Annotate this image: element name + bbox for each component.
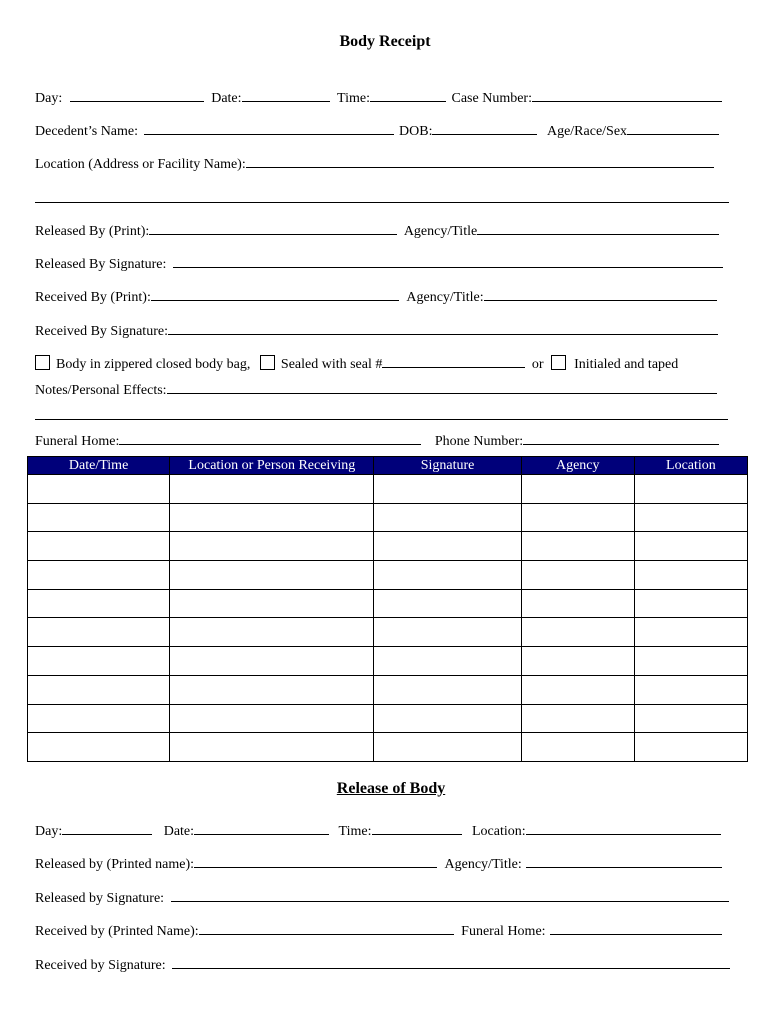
table-cell[interactable] [521, 618, 634, 647]
table-cell[interactable] [170, 618, 374, 647]
table-cell[interactable] [634, 561, 747, 590]
date-label: Date: [211, 91, 242, 106]
age-race-sex-label: Age/Race/Sex [546, 124, 628, 139]
receipt-row-notes [35, 381, 717, 399]
table-cell[interactable] [634, 618, 747, 647]
table-cell[interactable] [170, 589, 374, 618]
table-cell[interactable] [28, 503, 170, 532]
phone-number-field[interactable] [523, 432, 719, 445]
table-cell[interactable] [634, 704, 747, 733]
release-received-by-label: Received by (Printed Name): [35, 924, 199, 939]
release-funeral-home-label: Funeral Home: [461, 924, 546, 939]
table-cell[interactable] [170, 503, 374, 532]
receipt-row-day [35, 89, 722, 107]
table-cell[interactable] [521, 647, 634, 676]
table-cell[interactable] [28, 475, 170, 504]
table-cell[interactable] [374, 561, 521, 590]
release-released-by-label: Released by (Printed name): [35, 857, 195, 872]
table-cell[interactable] [28, 532, 170, 561]
table-cell[interactable] [28, 561, 170, 590]
release-received-signature-label: Received by Signature: [35, 958, 166, 973]
table-cell[interactable] [634, 475, 747, 504]
receipt-row-decedent [35, 122, 719, 140]
table-row [28, 647, 748, 676]
release-released-signature-label: Released by Signature: [35, 891, 165, 906]
decedent-name-label: Decedent’s Name: [35, 124, 139, 139]
seal-number-field[interactable] [382, 355, 525, 368]
funeral-home-field[interactable] [119, 432, 421, 445]
release-date-label: Date: [163, 824, 195, 839]
table-cell[interactable] [28, 647, 170, 676]
table-cell[interactable] [374, 733, 521, 762]
table-cell[interactable] [170, 704, 374, 733]
date-field[interactable] [242, 89, 330, 102]
received-by-print-field[interactable] [151, 288, 399, 301]
funeral-home-label: Funeral Home: [35, 434, 120, 449]
agency-title-label-1: Agency/Title [403, 224, 478, 239]
table-cell[interactable] [521, 475, 634, 504]
location-field[interactable] [246, 155, 714, 168]
table-row [28, 618, 748, 647]
release-location-label: Location: [472, 824, 526, 839]
table-cell[interactable] [170, 647, 374, 676]
released-by-signature-field[interactable] [173, 255, 723, 268]
column-header-location-or-person: Location or Person Receiving [170, 457, 374, 475]
table-header-row [28, 457, 748, 475]
phone-number-label: Phone Number: [434, 434, 524, 449]
table-cell[interactable] [374, 704, 521, 733]
received-by-signature-field[interactable] [168, 322, 718, 335]
time-field[interactable] [370, 89, 446, 102]
column-header-signature: Signature [374, 457, 521, 475]
table-cell[interactable] [521, 532, 634, 561]
table-cell[interactable] [634, 675, 747, 704]
table-row [28, 704, 748, 733]
initialed-checkbox[interactable] [551, 355, 566, 370]
receipt-row-received-by [35, 288, 717, 306]
receipt-row-released-by [35, 222, 719, 240]
table-cell[interactable] [374, 647, 521, 676]
release-row-received-by [35, 922, 722, 940]
release-received-signature-field[interactable] [172, 956, 730, 969]
notes-field[interactable] [167, 381, 717, 394]
table-cell[interactable] [634, 733, 747, 762]
release-day-field[interactable] [62, 822, 152, 835]
age-race-sex-field[interactable] [627, 122, 719, 135]
agency-title-label-2: Agency/Title: [406, 290, 484, 305]
table-cell[interactable] [170, 532, 374, 561]
release-time-label: Time: [338, 824, 372, 839]
day-label: Day: [35, 91, 63, 106]
receipt-row-released-signature [35, 255, 723, 273]
table-row [28, 475, 748, 504]
table-cell[interactable] [374, 532, 521, 561]
release-date-field[interactable] [194, 822, 329, 835]
notes-label: Notes/Personal Effects: [35, 383, 167, 398]
sealed-checkbox[interactable] [260, 355, 275, 370]
column-header-date-time: Date/Time [28, 457, 170, 475]
table-row [28, 675, 748, 704]
case-number-field[interactable] [532, 89, 722, 102]
table-cell[interactable] [170, 475, 374, 504]
table-cell[interactable] [634, 589, 747, 618]
table-row [28, 503, 748, 532]
table-cell[interactable] [521, 733, 634, 762]
table-cell[interactable] [521, 675, 634, 704]
day-field[interactable] [70, 89, 204, 102]
table-cell[interactable] [634, 647, 747, 676]
release-released-signature-field[interactable] [171, 889, 729, 902]
release-row-released-by [35, 855, 722, 873]
time-label: Time: [337, 91, 370, 106]
release-row-day [35, 822, 721, 840]
decedent-name-field[interactable] [144, 122, 394, 135]
notes-field-line-2[interactable] [35, 419, 728, 420]
location-label: Location (Address or Facility Name): [35, 157, 246, 172]
dob-label: DOB: [399, 124, 433, 139]
release-section-title: Release of Body [336, 780, 446, 797]
table-cell[interactable] [374, 503, 521, 532]
agency-title-field-2[interactable] [484, 288, 717, 301]
location-field-line-2[interactable] [35, 202, 729, 203]
release-row-received-signature [35, 956, 730, 974]
table-cell[interactable] [521, 503, 634, 532]
receipt-row-funeral-home [35, 432, 719, 450]
table-row [28, 532, 748, 561]
release-day-label: Day: [35, 824, 63, 839]
receipt-row-received-signature [35, 322, 718, 340]
table-cell[interactable] [28, 733, 170, 762]
table-cell[interactable] [170, 733, 374, 762]
dob-field[interactable] [432, 122, 537, 135]
table-cell[interactable] [170, 675, 374, 704]
released-by-print-field[interactable] [149, 222, 397, 235]
table-row [28, 561, 748, 590]
table-cell[interactable] [521, 589, 634, 618]
or-label: or [531, 357, 544, 372]
initialed-label: Initialed and taped [574, 357, 679, 372]
released-by-signature-label: Released By Signature: [35, 257, 167, 272]
custody-log-table [27, 456, 748, 762]
body-bag-label: Body in zippered closed body bag, [56, 357, 251, 372]
released-by-print-label: Released By (Print): [35, 224, 150, 239]
body-bag-checkbox[interactable] [35, 355, 50, 370]
column-header-agency: Agency [521, 457, 634, 475]
case-number-label: Case Number: [451, 91, 532, 106]
table-cell[interactable] [374, 589, 521, 618]
release-agency-title-field[interactable] [526, 855, 722, 868]
table-cell[interactable] [521, 704, 634, 733]
table-cell[interactable] [374, 675, 521, 704]
agency-title-field-1[interactable] [477, 222, 719, 235]
received-by-print-label: Received By (Print): [35, 290, 151, 305]
table-cell[interactable] [374, 618, 521, 647]
table-cell[interactable] [374, 475, 521, 504]
release-received-by-field[interactable] [199, 922, 454, 935]
release-location-field[interactable] [526, 822, 721, 835]
body-condition-options [35, 355, 678, 373]
sealed-label: Sealed with seal # [280, 357, 383, 372]
release-time-field[interactable] [372, 822, 462, 835]
release-row-released-signature [35, 889, 729, 907]
table-row [28, 589, 748, 618]
table-cell[interactable] [521, 561, 634, 590]
column-header-location: Location [634, 457, 747, 475]
table-cell[interactable] [170, 561, 374, 590]
table-cell[interactable] [28, 675, 170, 704]
release-agency-title-label: Agency/Title: [444, 857, 522, 872]
page-title: Body Receipt [339, 33, 431, 50]
table-cell[interactable] [634, 532, 747, 561]
table-cell[interactable] [28, 589, 170, 618]
table-cell[interactable] [634, 503, 747, 532]
release-funeral-home-field[interactable] [550, 922, 722, 935]
receipt-row-location [35, 155, 714, 173]
received-by-signature-label: Received By Signature: [35, 324, 168, 339]
release-released-by-field[interactable] [194, 855, 437, 868]
table-cell[interactable] [28, 704, 170, 733]
table-row [28, 733, 748, 762]
table-cell[interactable] [28, 618, 170, 647]
